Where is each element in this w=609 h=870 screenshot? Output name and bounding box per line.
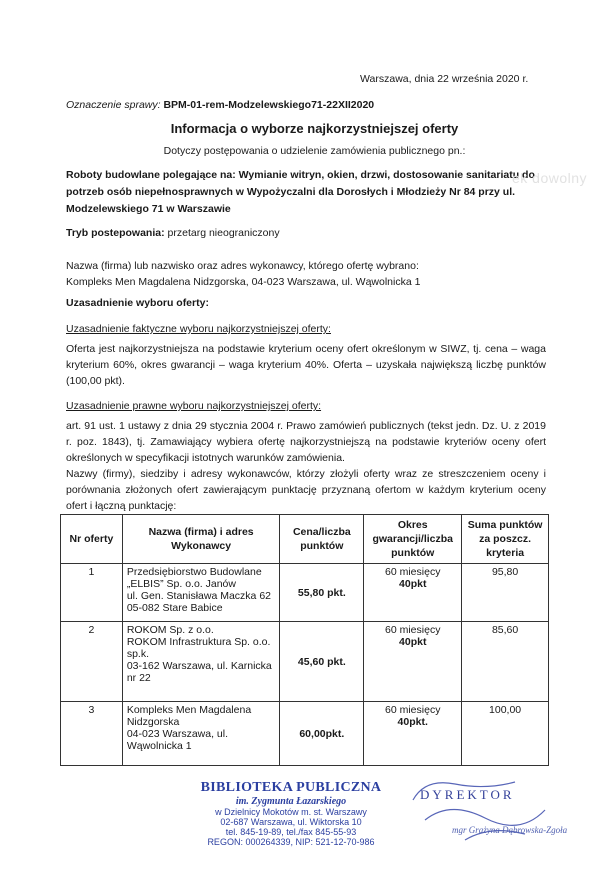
offer-number: 2 [61,622,123,702]
stamp-line: w Dzielnicy Mokotów m. st. Warszawy [215,807,367,817]
winner-label: Nazwa (firma) lub nazwisko oraz adres wykonawcy, którego ofertę wybrano: [66,260,419,272]
offer-total: 95,80 [462,564,549,622]
offer-company [122,702,280,766]
factual-text: Oferta jest najkorzystniejsza na podstawie kryterium oceny ofert określonym w SIWZ, tj. cena – waga kryterium 60%, okres gwarancji – waga kryterium 40%. Oferta – uzyskała największą liczbę punktów (100,00 pkt). [66,343,546,387]
table-row [61,622,549,702]
offer-warranty [364,702,462,766]
document-title: Informacja o wyborze najkorzystniejszej oferty [170,121,459,136]
col-header-price: Cena/liczba punktów [280,515,364,564]
offer-company [122,564,280,622]
offer-company [122,622,280,702]
offer-number: 3 [61,702,123,766]
table-row [61,702,549,766]
winner-name: Kompleks Men Magdalena Nidzgorska, 04-023 Warszawa, ul. Wąwolnicka 1 [66,276,421,288]
offers-table [60,514,549,766]
warranty-months: 60 miesięcy [385,566,441,578]
warranty-points: 40pkt. [397,716,428,728]
company-line: „ELBIS” Sp. o.o. Janów [126,578,236,590]
warranty-points: 40pkt [399,578,427,590]
table-row [61,564,549,622]
ghost-text: ek dowolny [512,170,588,186]
justification-heading: Uzasadnienie wyboru oferty: [66,297,209,309]
stamp-line: tel. 845-19-89, tel./fax 845-55-93 [225,827,357,837]
case-number [66,99,374,111]
offer-price-points: 45,60 pkt. [280,622,364,702]
library-stamp [196,780,386,847]
stamp-line: im. Zygmunta Łazarskiego [235,796,347,807]
company-line: ROKOM Sp. z o.o. [126,624,214,636]
company-line: 04-023 Warszawa, ul. Wąwolnicka 1 [126,728,228,752]
warranty-months: 60 miesięcy [385,704,441,716]
stamp-line: 02-687 Warszawa, ul. Wiktorska 10 [220,817,362,827]
company-line: 05-082 Stare Babice [126,602,223,614]
document-subtitle: Dotyczy postępowania o udzielenie zamówienia publicznego pn.: [163,145,466,157]
company-line: Kompleks Men Magdalena Nidzgorska [126,704,252,728]
stamp-line: BIBLIOTEKA PUBLICZNA [200,780,382,795]
offer-warranty [364,622,462,702]
col-header-warranty: Okres gwarancji/liczba punktów [364,515,462,564]
procedure-mode-label: Tryb postepowania: [66,227,165,239]
offer-warranty [364,564,462,622]
offer-price-points: 60,00pkt. [280,702,364,766]
table-header-row [61,515,549,564]
col-header-total: Suma punktów za poszcz. kryteria [462,515,549,564]
director-title: DYREKTOR [420,787,515,802]
company-line: ROKOM Infrastruktura Sp. o.o. sp.k. [126,636,271,660]
director-name: mgr Grażyna Dąbrowska-Zgoła [452,825,568,835]
offer-total: 100,00 [462,702,549,766]
company-line: 03-162 Warszawa, ul. Karnicka nr 22 [126,660,272,684]
procurement-subject: Roboty budowlane polegające na: Wymianie witryn, okien, drzwi, dostosowanie sanitariatu do potrzeb osób niepełnosprawnych w Wypożyczalni dla Dorosłych i Młodzieży Nr 84 przy ul. Modzelewskiego 71 w Warszawie [66,169,535,215]
warranty-points: 40pkt [399,636,427,648]
company-line: ul. Gen. Stanisława Maczka 62 [126,590,271,602]
legal-heading: Uzasadnienie prawne wyboru najkorzystniejszej oferty: [66,400,322,412]
company-line: Przedsiębiorstwo Budowlane [126,566,262,578]
stamp-line: REGON: 000264339, NIP: 521-12-70-986 [207,837,375,847]
col-header-name: Nazwa (firma) i adres Wykonawcy [122,515,280,564]
document-date: Warszawa, dnia 22 września 2020 r. [360,73,529,85]
offers-intro: Nazwy (firmy), siedziby i adresy wykonawców, którzy złożyli oferty wraz ze streszczeniem oceny i porównania złożonych ofert zawierającym punktację przyznaną ofertom w każdym kryterium oceny ofert i łączną punktację: [66,468,546,512]
procedure-mode [66,227,280,239]
case-number-label: Oznaczenie sprawy: [66,99,164,111]
signature-icon [395,770,555,850]
offer-number: 1 [61,564,123,622]
factual-heading: Uzasadnienie faktyczne wyboru najkorzystniejszej oferty: [66,323,331,335]
offer-total: 85,60 [462,622,549,702]
winner-section [66,258,546,290]
warranty-months: 60 miesięcy [385,624,441,636]
offer-price-points: 55,80 pkt. [280,564,364,622]
col-header-number: Nr oferty [61,515,123,564]
procedure-mode-value: przetarg nieograniczony [164,227,280,239]
case-number-value: BPM-01-rem-Modzelewskiego71-22XII2020 [163,99,375,111]
legal-text: art. 91 ust. 1 ustawy z dnia 29 stycznia 2004 r. Prawo zamówień publicznych (tekst jedn. Dz. U. z 2019 r. poz. 1843), tj. Zamawiający wybiera ofertę najkorzystniejszą na podstawie kryteriów oceny ofert określonych w specyfikacji istotnych warunków zamówienia. [66,420,546,464]
